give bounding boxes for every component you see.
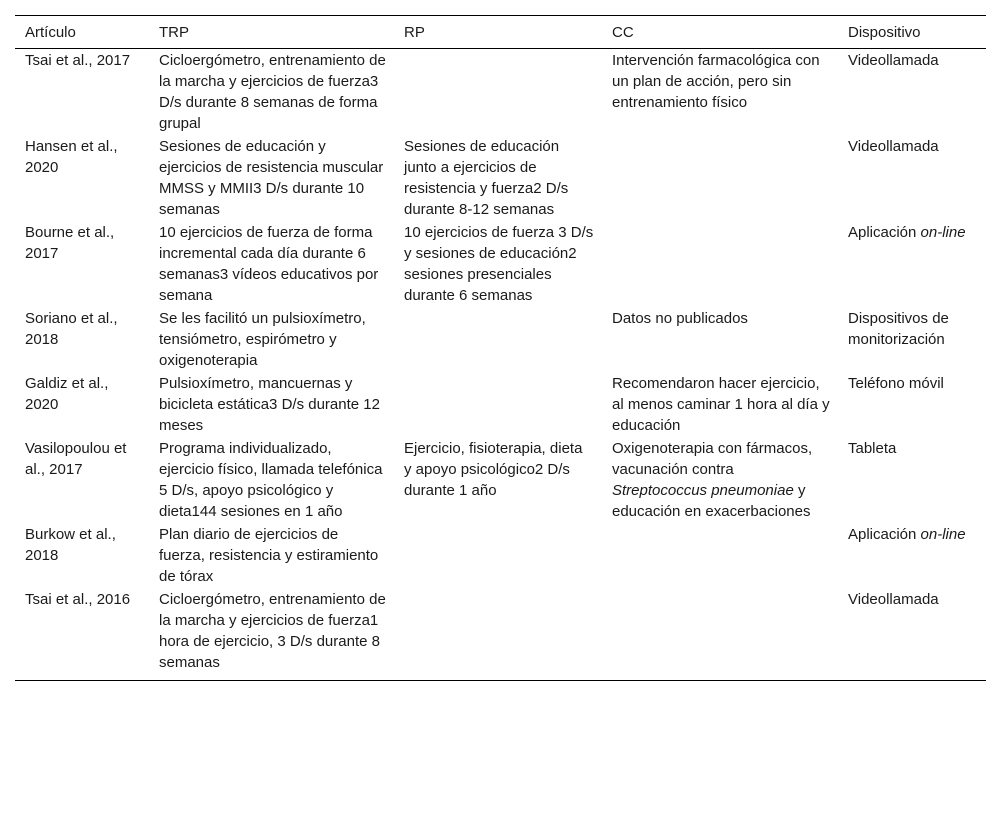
cell-articulo: Galdiz et al., 2020: [25, 375, 109, 413]
cell-dispositivo: [838, 221, 986, 307]
cell-articulo: Tsai et al., 2017: [25, 52, 131, 69]
cell-trp: Pulsioxímetro, mancuernas y bicicleta estática3 D/s durante 12 meses: [159, 375, 380, 434]
header-articulo: Artículo: [25, 24, 76, 41]
header-trp: TRP: [159, 24, 189, 41]
cc-text-end: y educación en exacerbaciones: [612, 482, 811, 520]
cell-trp: Plan diario de ejercicios de fuerza, resistencia y estiramiento de tórax: [159, 526, 379, 585]
cell-dispositivo: Teléfono móvil: [848, 375, 944, 392]
table-row: [15, 523, 986, 588]
table-row: [15, 307, 986, 372]
cell-rp: [394, 307, 602, 372]
cell-cc: [602, 588, 838, 681]
cell-articulo: Burkow et al., 2018: [25, 526, 116, 564]
cc-text: Oxigenoterapia con fármacos, vacunación contra: [612, 440, 813, 478]
table-row: [15, 135, 986, 221]
cell-trp: 10 ejercicios de fuerza de forma incremental cada día durante 6 semanas3 vídeos educativos por semana: [159, 224, 379, 304]
header-row: [15, 16, 986, 49]
results-table: [15, 15, 986, 681]
cell-trp: Se les facilitó un pulsioxímetro, tensiómetro, espirómetro y oxigenoterapia: [159, 310, 366, 369]
results-table-container: [15, 15, 986, 681]
cell-rp: [394, 372, 602, 437]
cell-cc: [602, 523, 838, 588]
table-row: [15, 221, 986, 307]
dispositivo-italic-text: on-line: [920, 224, 966, 241]
cell-dispositivo: Tableta: [848, 440, 897, 457]
cell-trp: Programa individualizado, ejercicio físico, llamada telefónica 5 D/s, apoyo psicológico y dieta144 sesiones en 1 año: [159, 440, 383, 520]
cell-articulo: Tsai et al., 2016: [25, 591, 131, 608]
cell-rp: Ejercicio, fisioterapia, dieta y apoyo psicológico2 D/s durante 1 año: [404, 440, 583, 499]
cell-cc: Intervención farmacológica con un plan de acción, pero sin entrenamiento físico: [612, 52, 820, 111]
table-row: [15, 588, 986, 681]
cell-cc: [602, 221, 838, 307]
cell-rp: [394, 588, 602, 681]
table-row: [15, 437, 986, 523]
cell-articulo: Hansen et al., 2020: [25, 138, 118, 176]
cell-rp: 10 ejercicios de fuerza 3 D/s y sesiones de educación2 sesiones presenciales durante 6 semanas: [404, 224, 594, 304]
header-dispositivo: Dispositivo: [848, 24, 921, 41]
cell-trp: Sesiones de educación y ejercicios de resistencia muscular MMSS y MMII3 D/s durante 10 semanas: [159, 138, 384, 218]
cell-dispositivo: Videollamada: [848, 138, 939, 155]
header-cc: CC: [612, 24, 634, 41]
table-header: [15, 16, 986, 49]
cell-trp: Cicloergómetro, entrenamiento de la marcha y ejercicios de fuerza3 D/s durante 8 semanas de forma grupal: [159, 52, 386, 132]
cell-cc: Recomendaron hacer ejercicio, al menos caminar 1 hora al día y educación: [612, 375, 830, 434]
dispositivo-text: Aplicación: [848, 526, 921, 543]
dispositivo-text: Aplicación: [848, 224, 921, 241]
cell-trp: Cicloergómetro, entrenamiento de la marcha y ejercicios de fuerza1 hora de ejercicio, 3 D/s durante 8 semanas: [159, 591, 386, 671]
cell-rp: [394, 49, 602, 136]
cell-dispositivo: Videollamada: [848, 52, 939, 69]
table-body: [15, 49, 986, 681]
cell-dispositivo: [838, 523, 986, 588]
cell-rp: [394, 523, 602, 588]
table-row: [15, 49, 986, 136]
cell-articulo: Vasilopoulou et al., 2017: [25, 440, 127, 478]
cc-italic-species: Streptococcus pneumoniae: [612, 482, 794, 499]
cell-dispositivo: Videollamada: [848, 591, 939, 608]
cell-articulo: Soriano et al., 2018: [25, 310, 118, 348]
cell-cc: Datos no publicados: [612, 310, 748, 327]
table-row: [15, 372, 986, 437]
header-rp: RP: [404, 24, 425, 41]
cell-rp: Sesiones de educación junto a ejercicios de resistencia y fuerza2 D/s durante 8-12 semanas: [404, 138, 569, 218]
cell-dispositivo: Dispositivos de monitorización: [848, 310, 949, 348]
cell-articulo: Bourne et al., 2017: [25, 224, 115, 262]
cell-cc: [602, 135, 838, 221]
cell-cc: [602, 437, 838, 523]
dispositivo-italic-text: on-line: [920, 526, 966, 543]
